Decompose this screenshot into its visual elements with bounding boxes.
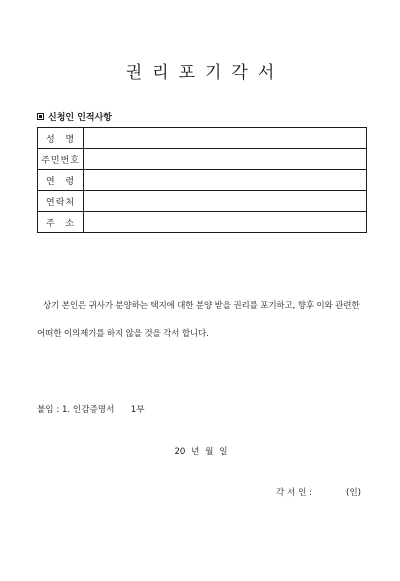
document-title: 권리포기각서 [125,63,285,83]
value-name[interactable] [84,128,367,149]
table-row [38,191,367,212]
label-name: 성 명 [38,128,84,149]
seal-mark: (인) [346,488,362,498]
signature-line [276,486,361,498]
label-address: 주 소 [38,212,84,233]
table-row [38,128,367,149]
value-contact[interactable] [84,191,367,212]
value-resident-number[interactable] [84,149,367,170]
signature-label: 각 서 인 : [276,488,312,498]
label-age: 연 령 [38,170,84,191]
date-line: 20 년 월 일 [174,447,228,457]
table-row [38,212,367,233]
table-row [38,170,367,191]
pledge-body-text: 상기 본인은 귀사가 분양하는 택지에 대한 분양 받을 권리를 포기하고, 향후 이와 관련한 어떠한 이의제기를 하지 않을 것을 각서 합니다. [37,301,360,339]
table-row [38,149,367,170]
applicant-info-table [37,127,367,233]
value-age[interactable] [84,170,367,191]
label-contact: 연 락 처 [38,191,84,212]
attachment-line: 붙임 : 1. 인감증명서 1부 [37,405,145,415]
section-heading-text: 신청인 인적사항 [48,113,112,123]
value-address[interactable] [84,212,367,233]
checkbox-bullet-icon [37,113,44,120]
section-heading [37,110,112,123]
label-resident-number: 주민번호 [38,149,84,170]
